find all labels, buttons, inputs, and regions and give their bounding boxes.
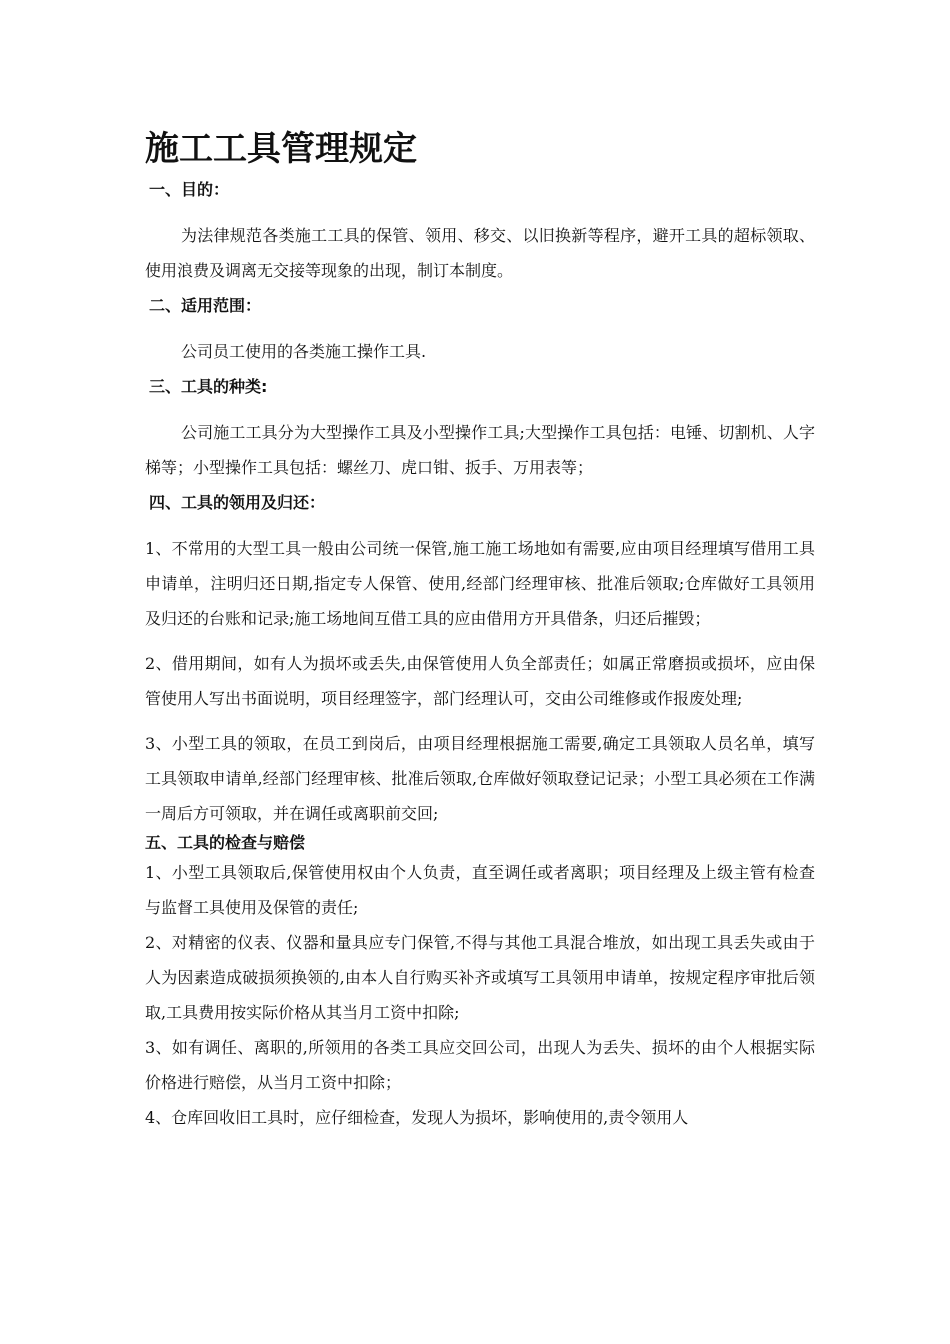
section-paragraph: 公司施工工具分为大型操作工具及小型操作工具;大型操作工具包括：电锤、切割机、人字梯等；小型操作工具包括：螺丝刀、虎口钳、扳手、万用表等； <box>145 423 815 477</box>
section-paragraph: 公司员工使用的各类施工操作工具. <box>181 342 427 361</box>
section-heading-inspection: 五、工具的检查与赔偿 <box>145 833 306 852</box>
list-item: 4、仓库回收旧工具时，应仔细检查，发现人为损坏，影响使用的,责令领用人 <box>145 1108 689 1127</box>
section-heading-purpose: 一、目的： <box>149 180 230 199</box>
document-title: 施工工具管理规定 <box>145 129 417 169</box>
list-item: 1、小型工具领取后,保管使用权由个人负责，直至调任或者离职；项目经理及上级主管有检查与监督工具使用及保管的责任; <box>145 863 815 917</box>
list-item: 2、借用期间，如有人为损坏或丢失,由保管使用人负全部责任；如属正常磨损或损坏，应由保管使用人写出书面说明，项目经理签字，部门经理认可，交由公司维修或作报废处理; <box>145 654 815 708</box>
section-paragraph: 为法律规范各类施工工具的保管、领用、移交、以旧换新等程序，避开工具的超标领取、使用浪费及调离无交接等现象的出现，制订本制度。 <box>145 226 815 280</box>
list-item: 1、不常用的大型工具一般由公司统一保管,施工施工场地如有需要,应由项目经理填写借用工具申请单，注明归还日期,指定专人保管、使用,经部门经理审核、批准后领取;仓库做好工具领用及归还的台账和记录;施工场地间互借工具的应由借用方开具借条，归还后摧毁； <box>145 539 815 628</box>
list-item: 2、对精密的仪表、仪器和量具应专门保管,不得与其他工具混合堆放，如出现工具丢失或由于人为因素造成破损须换领的,由本人自行购买补齐或填写工具领用申请单，按规定程序审批后领取,工具费用按实际价格从其当月工资中扣除; <box>145 933 815 1022</box>
section-heading-scope: 二、适用范围： <box>149 296 262 315</box>
section-heading-borrow-return: 四、工具的领用及归还： <box>149 493 326 512</box>
list-item: 3、如有调任、离职的,所领用的各类工具应交回公司，出现人为丢失、损坏的由个人根据实际价格进行赔偿，从当月工资中扣除； <box>145 1038 815 1092</box>
list-item: 3、小型工具的领取，在员工到岗后，由项目经理根据施工需要,确定工具领取人员名单，填写工具领取申请单,经部门经理审核、批准后领取,仓库做好领取登记记录；小型工具必须在工作满一周后方可领取，并在调任或离职前交回; <box>145 734 815 823</box>
section-heading-types: 三、工具的种类: <box>149 377 268 396</box>
document-page <box>145 122 815 1135</box>
